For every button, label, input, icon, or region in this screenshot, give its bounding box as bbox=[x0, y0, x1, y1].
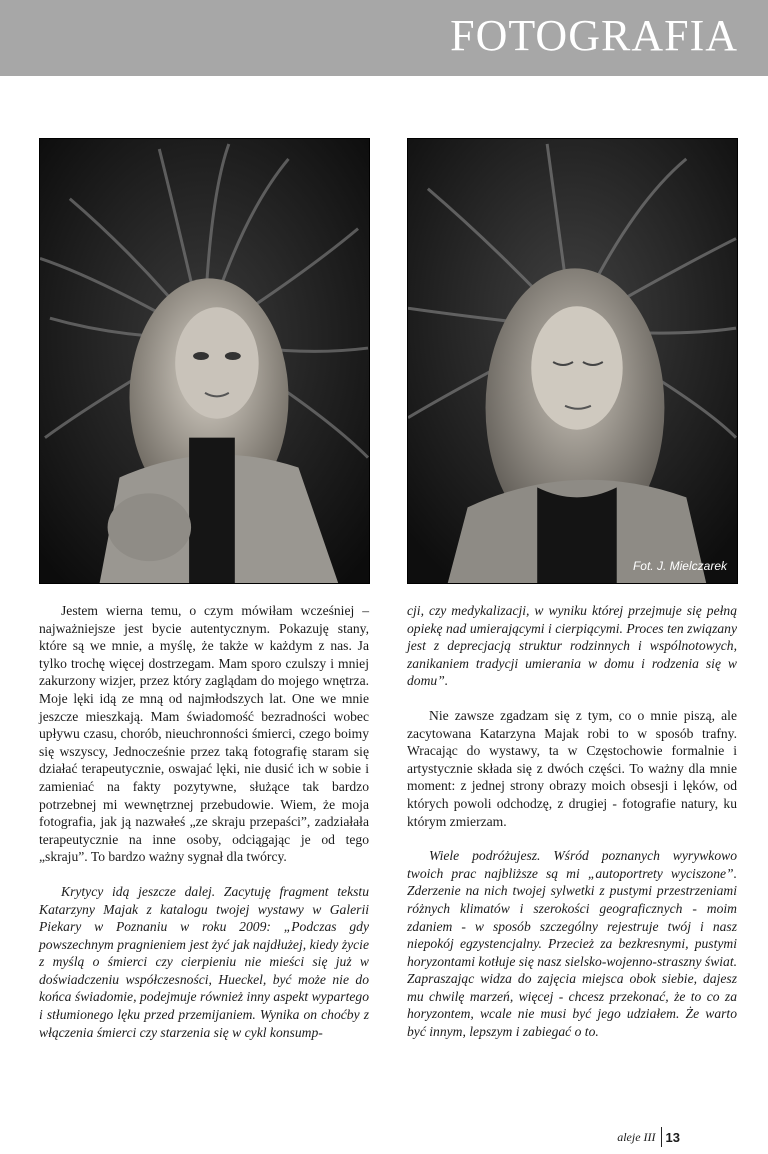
paragraph: Nie zawsze zgadzam się z tym, co o mnie piszą, ale zacytowana Katarzyna Majak robi to w sposób trafny. Wracając do wystawy, ta w Częstochowie formalnie i artystycznie składa się z dwóch części. To ważny dla mnie moment: z jednej strony obrazy moich obsesji i lęków, od których powoli odchodzę, z drugiej - fotografie natury, ku którym zmierzam. bbox=[407, 707, 737, 829]
magazine-name: aleje III bbox=[617, 1127, 661, 1147]
text-column-right bbox=[407, 602, 737, 1058]
section-title: FOTOGRAFIA bbox=[450, 11, 738, 60]
text-column-left bbox=[39, 602, 369, 1058]
paragraph-italic: Wiele podróżujesz. Wśród poznanych wyrywkowo twoich prac najbliższe są mi „autoportrety wyciszone”. Zderzenie na nich twojej sylwetki z pustymi przestrzeniami różnych klimatów i szerokości geograficznych - moim zdaniem - w sposób szczególny rejestruje twój i nasz niepokój egzystencjalny. Przecież za bezkresnymi, pustymi horyzontami kotłuje się nasz sielsko-wojenno-straszny świat. Zapraszając widza do zajęcia miejsca obok siebie, dajesz mu chwilę marzeń, więcej - chcesz przekonać, że to co za horyzontem, wcale nie musi być jego udziałem. Że warto być innym, lepszym i zabiegać o to. bbox=[407, 848, 738, 1040]
paragraph: Jestem wierna temu, o czym mówiłam wcześniej – najważniejsze jest bycie autentycznym. Pokazuję stany, które są we mnie, a myślę, że także w każdym z nas. Ja tylko trochę więcej dostrzegam. Mam sporo czulszy i mniej zakurzony wizjer, przez który zaglądam do mojego wnętrza. Moje lęki idą ze mną od najmłodszych lat. One we mnie jeszcze mieszkają. Mam świadomość bezradności wobec upływu czasu, chorób, nieuchronności śmierci, czego boimy się wszyscy, Jednocześnie przez taką fotografię staram się działać terapeutycznie, oswajać lęki, nie dusić ich w sobie i zamieniać na fakty pozytywne, służące tak bardzo potrzebnej mi wewnętrznej przebudowie. Wiem, że moja fotografia, jak ją nazwałeś „ze skraju przepaści”, zadziałała terapeutycznie na inne osoby, odciągając je od tego „skraju”. To bardzo ważny sygnał dla twórcy. bbox=[39, 603, 369, 865]
page-number: 13 bbox=[665, 1129, 680, 1145]
paragraph-italic-continued: cji, czy medykalizacji, w wyniku której przejmuje się pełną opiekę nad umierającymi i cierpiącymi. Proces ten związany jest z deprecjacją struktur rodzinnych i wspólnotowych, zanikaniem tradycji umierania w domu i rodzenia się w domu”. bbox=[407, 603, 737, 689]
photo-right bbox=[407, 138, 738, 584]
portrait-photo-eyes-closed bbox=[408, 139, 737, 583]
portrait-photo-reaching bbox=[40, 139, 369, 583]
page-footer bbox=[617, 1126, 680, 1148]
photo-left bbox=[39, 138, 370, 584]
paragraph-italic: Krytycy idą jeszcze dalej. Zacytuję fragment tekstu Katarzyny Majak z katalogu twojej wystawy w Galerii Piekary w Poznaniu w roku 2009: „Podczas gdy powszechnym pragnieniem jest żyć jak najdłużej, kiedy życie z myślą o śmierci czy cierpieniu nie mieści się już w doświadczeniu współczesności, Hueckel, być może nie do końca świadomie, podejmuje również inny aspekt wypartego i stłumionego lęku przed przemijaniem. Wynika on choćby z włączenia śmierci czy starzenia się w cykl konsump- bbox=[39, 883, 369, 1040]
photo-credit: Fot. J. Mielczarek bbox=[632, 559, 727, 573]
